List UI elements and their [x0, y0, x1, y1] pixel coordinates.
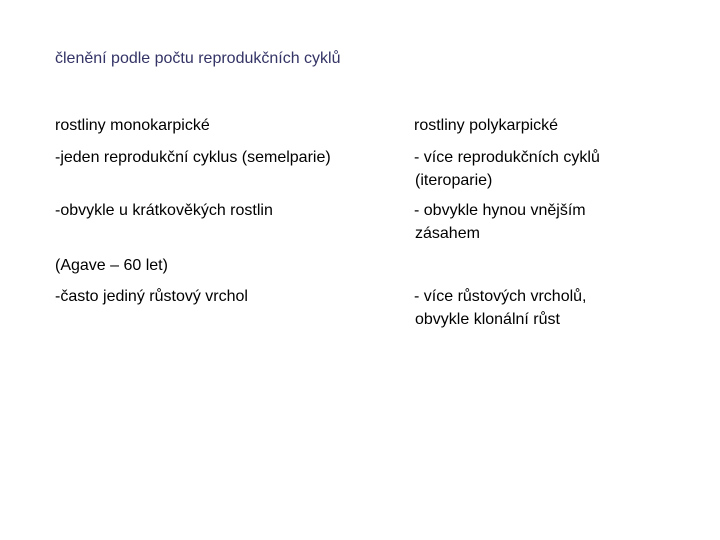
- left-item-short-lived: -obvykle u krátkověkých rostlin: [55, 202, 273, 219]
- right-item-external-death-line1: - obvykle hynou vnějším: [414, 202, 586, 219]
- right-item-iteroparity-line1: - více reprodukčních cyklů: [414, 149, 600, 166]
- left-item-agave-example: (Agave – 60 let): [55, 257, 168, 274]
- right-heading: rostliny polykarpické: [414, 117, 559, 134]
- slide-title: členění podle počtu reprodukčních cyklů: [55, 50, 341, 67]
- right-item-external-death: [414, 199, 684, 245]
- right-item-external-death-line2: zásahem: [415, 225, 480, 242]
- left-heading: rostliny monokarpické: [55, 117, 210, 134]
- right-item-multiple-apices-line1: - více růstových vrcholů,: [414, 288, 587, 305]
- right-item-multiple-apices: [414, 285, 684, 331]
- right-item-iteroparity: [414, 146, 684, 192]
- left-item-single-apex: -často jediný růstový vrchol: [55, 288, 248, 305]
- left-item-semelparity: -jeden reprodukční cyklus (semelparie): [55, 149, 331, 166]
- right-item-iteroparity-line2: (iteroparie): [415, 172, 493, 189]
- right-item-multiple-apices-line2: obvykle klonální růst: [415, 311, 560, 328]
